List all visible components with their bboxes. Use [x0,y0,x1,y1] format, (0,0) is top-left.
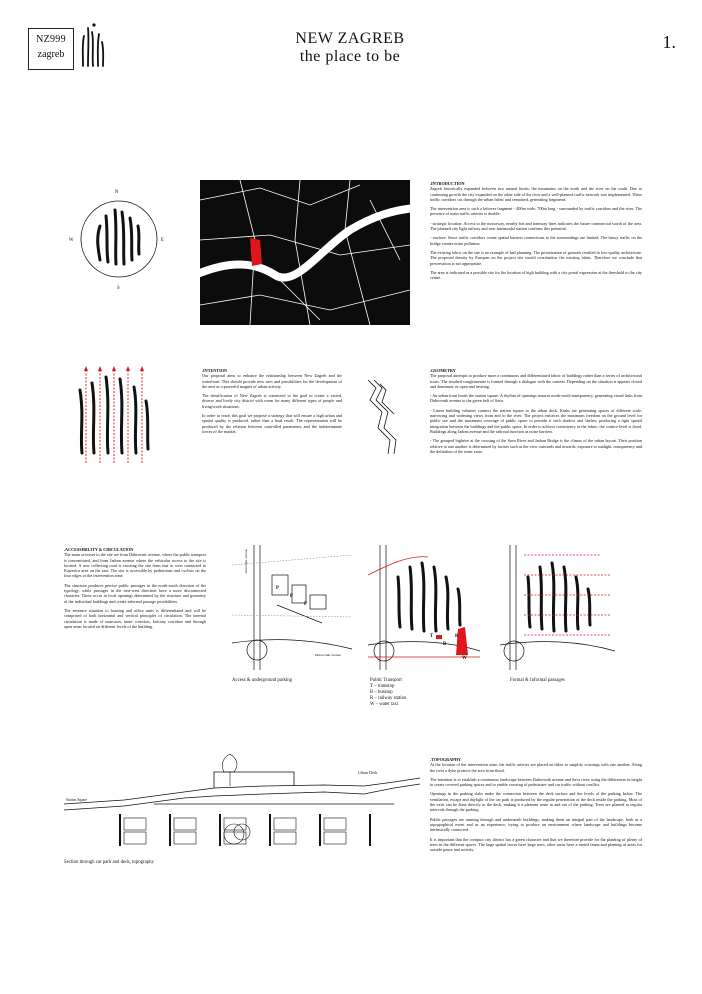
accessibility-block [64,547,206,633]
compass-w: W [69,238,74,243]
introduction-p1: Zagreb historically expanded between two natural limits: the mountains on the north and the river on the south. Due to continuing growth the city expanded on the other side of the river and a well-planned traffic network was implemented. These traffic corridors cut through the urban fabric and remained, generating fragments. [430,186,642,202]
compass-n: N [115,190,119,195]
label-avenue-h: Dubrovnik avenue [315,653,341,657]
transport-diagram [368,545,480,670]
caption-transport-t: T – tramstop [370,684,395,689]
section-drawing [64,752,420,850]
label-avenue-v: Jadranska avenue [244,549,248,574]
caption-transport [370,678,406,708]
caption-passages: Formal & Informal passages [510,678,565,683]
intention-p1: Our proposal aims to enhance the relationship between New Zagreb and the waterfront. This should provide new uses and possibilities for the development of the area as a powerful magnet of urban activity. [202,373,342,389]
topography-block [430,757,642,856]
geometry-block [430,368,642,458]
introduction-heading: .INTRODUCTION [430,181,465,186]
site-compass-diagram [78,198,160,280]
caption-transport-w: W – water taxi [370,702,399,707]
geometry-p3: - Linear building volumes connect the station square to the urban deck. Kinks are generating spaces of different scale, narrowing and widening views from and to the river. The project enforces the maximum freedom on the ground level for public use and the maximum coverage of public space to provide it with shadow and shelter, producing a tight spatial integration between the buildings and the public space. In order to achieve consistency in the fabric, the cornice level is fixed. Buildings along Jadran avenue and the railroad function as noise barriers. [430,407,642,434]
page-title [230,30,470,66]
caption-transport-b: B – busstop [370,690,393,695]
logo-line1: NZ999 [36,34,66,45]
accessibility-heading: .ACCESSIBILITY & CIRCULATION [64,547,134,552]
parking-p1: P [276,586,279,591]
label-urban-deck: Urban Deck [358,770,378,775]
intention-p2: The densification of New Zagreb is connected to the goal to create a varied, diverse and lively city district with room for many different types of people and living/work situations. [202,393,342,409]
geometry-heading: .GEOMETRY [430,368,456,373]
geometry-p2: - An urban front limits the station square. A rhythm of openings ensures north-south transparency, generating visual links from Dubrovnik avenue to the green belt of Sava. [430,393,642,404]
introduction-p2: The intervention area is such a leftover fragment - 400m wide, 700m long - surrounded by traffic corridors and the river. The presence of main traffic arteries is double: [430,206,642,217]
topography-p1: At the location of the intervention zone, the traffic arteries are placed on dikes to simplify crossings with one another. Along the river a dyke protects the area from flood. [430,762,642,773]
compass-e: E [161,238,164,243]
intention-p3: In order to reach this goal we propose a strategy that will ensure a high urban and spatial quality is produced, rather than a final result. The representation will be produced by the relation between controlled parameters and the indeterminate forces of the market. [202,413,342,434]
transport-r: R [455,634,459,639]
topography-p5: It is important that the compact city district has a green character and that we therefore provide for the planting of plenty of trees in the different spaces. The large spatial traces have large trees, other areas have a varied fauna and planting of areas for outside pause and activity. [430,836,642,853]
caption-transport-r: R – railway station [370,696,407,701]
passages-diagram [500,545,615,670]
geometry-diagram [360,378,405,458]
label-station-square: Station Square [66,798,88,802]
introduction-p3: - strategic location: Access to the motorway, nearby bus and tramway lines indicates the future commercial worth of the area. The planned city light railway and new intermodal station confirms this potential. [430,220,642,232]
geometry-p4: - The grouped highrise at the crossing of the Sava River and Jadran Bridge is the climax of the urban layout. Their position relative to one another is determined by factors such as the view outwards and inwards, exposure to sunlight, transparency and the definition of the inner zone. [430,438,642,454]
topography-heading: .TOPOGRAPHY [430,757,461,762]
introduction-p6: The area is indicated as a possible site for the location of high building with a city portal expression at the threshold to the city centre. [430,269,642,281]
transport-b: B [443,642,447,647]
compass-s: S [117,286,120,291]
caption-parking: Access & underground parking [232,678,292,683]
caption-transport-title: Public Transport [370,678,402,683]
topography-p2: The intention is to establish a continuous landscape between Dubrovnik avenue and Sava river, using the differences in height to create covered parking spaces and to enable crossing of pedestrian- and car traffic without conflict. [430,776,642,788]
transport-t: T [430,634,434,639]
title-line1: NEW ZAGREB [295,30,405,47]
logo-box [28,28,74,70]
topography-p3: Openings in the parking slabs make the connection between the deck surface and the levels of the parking below. The ventilation, escape and daylight of the car park is produced by the regular penetration of the deck inside the parking. Most of the exits can be done directly to the deck, making it a pleasant route in and out of the parking. Trees are planted at regular intervals through the parking. [430,791,642,813]
geometry-p1: The proposal attempts to produce more a continuous and differentiated fabric of buildings rather than a series of architectural icons. The resulted conglomerate is formed through a dialogue with the context. Depending on the situation it appears closed and dominant, or open and inviting. [430,373,642,389]
accessibility-p3: The entrance situation to housing and office units is differentiated and will be comprised of both horizontal and vertical principles of circulation. The internal circulation is made of staircases, inner corridors, balcony corridors and through open areas located on different levels of the building. [64,607,206,629]
title-line2: the place to be [299,48,401,65]
parking-p3: P [304,602,307,607]
page-number: 1. [662,32,676,52]
intention-block [202,368,342,438]
caption-section: Section through car park and deck, topography [64,860,154,865]
introduction-p5: The existing fabric on the site is an example of bad planning. The privatization of grounds resulted in low-quality architecture. The proposed density by Europan on the project site would overshadow the existing fabric. Therefore we conclude that preservation is not appropriate. [430,249,642,266]
parking-p2: P [290,594,293,599]
logo-line2: zagreb [37,49,65,60]
accessibility-p2: The structure produces precise public passages in the north-south direction of the typology, while passages in the east-west direction have a more disconnected character. These occur in local openings determined by the structure and geometry of the individual buildings and create informal passage possibilities. [64,582,206,604]
intention-diagram [72,365,160,465]
topography-p4: Public passages are running through and underneath buildings, making them an integral part of the landscape, both as a topographical event and as an experience, trying to produce an environment where landscape and buildings become intrinsically connected. [430,816,642,833]
introduction-p4: - enclave: Since traffic corridors create spatial barriers connections to the surroundings are limited. The heavy traffic on the bridge creates noise pollution. [430,235,642,246]
transport-w: W [462,656,467,661]
accessibility-p1: The main accesses to the site are from Dubrovnic avenue, where the public transport is concentrated, and from Jadran avenue where the vehicular access to the site is located. A new collecting road is crossing the site from east to west connected to Kajzerica area on the east. The site is accessible by pedestrians and cyclists on the four edges of the intervention zone. [64,552,206,579]
logo-glyph-icon [80,22,108,70]
site-map [200,180,410,325]
intention-heading: .INTENTION [202,368,228,373]
introduction-block [430,181,642,284]
